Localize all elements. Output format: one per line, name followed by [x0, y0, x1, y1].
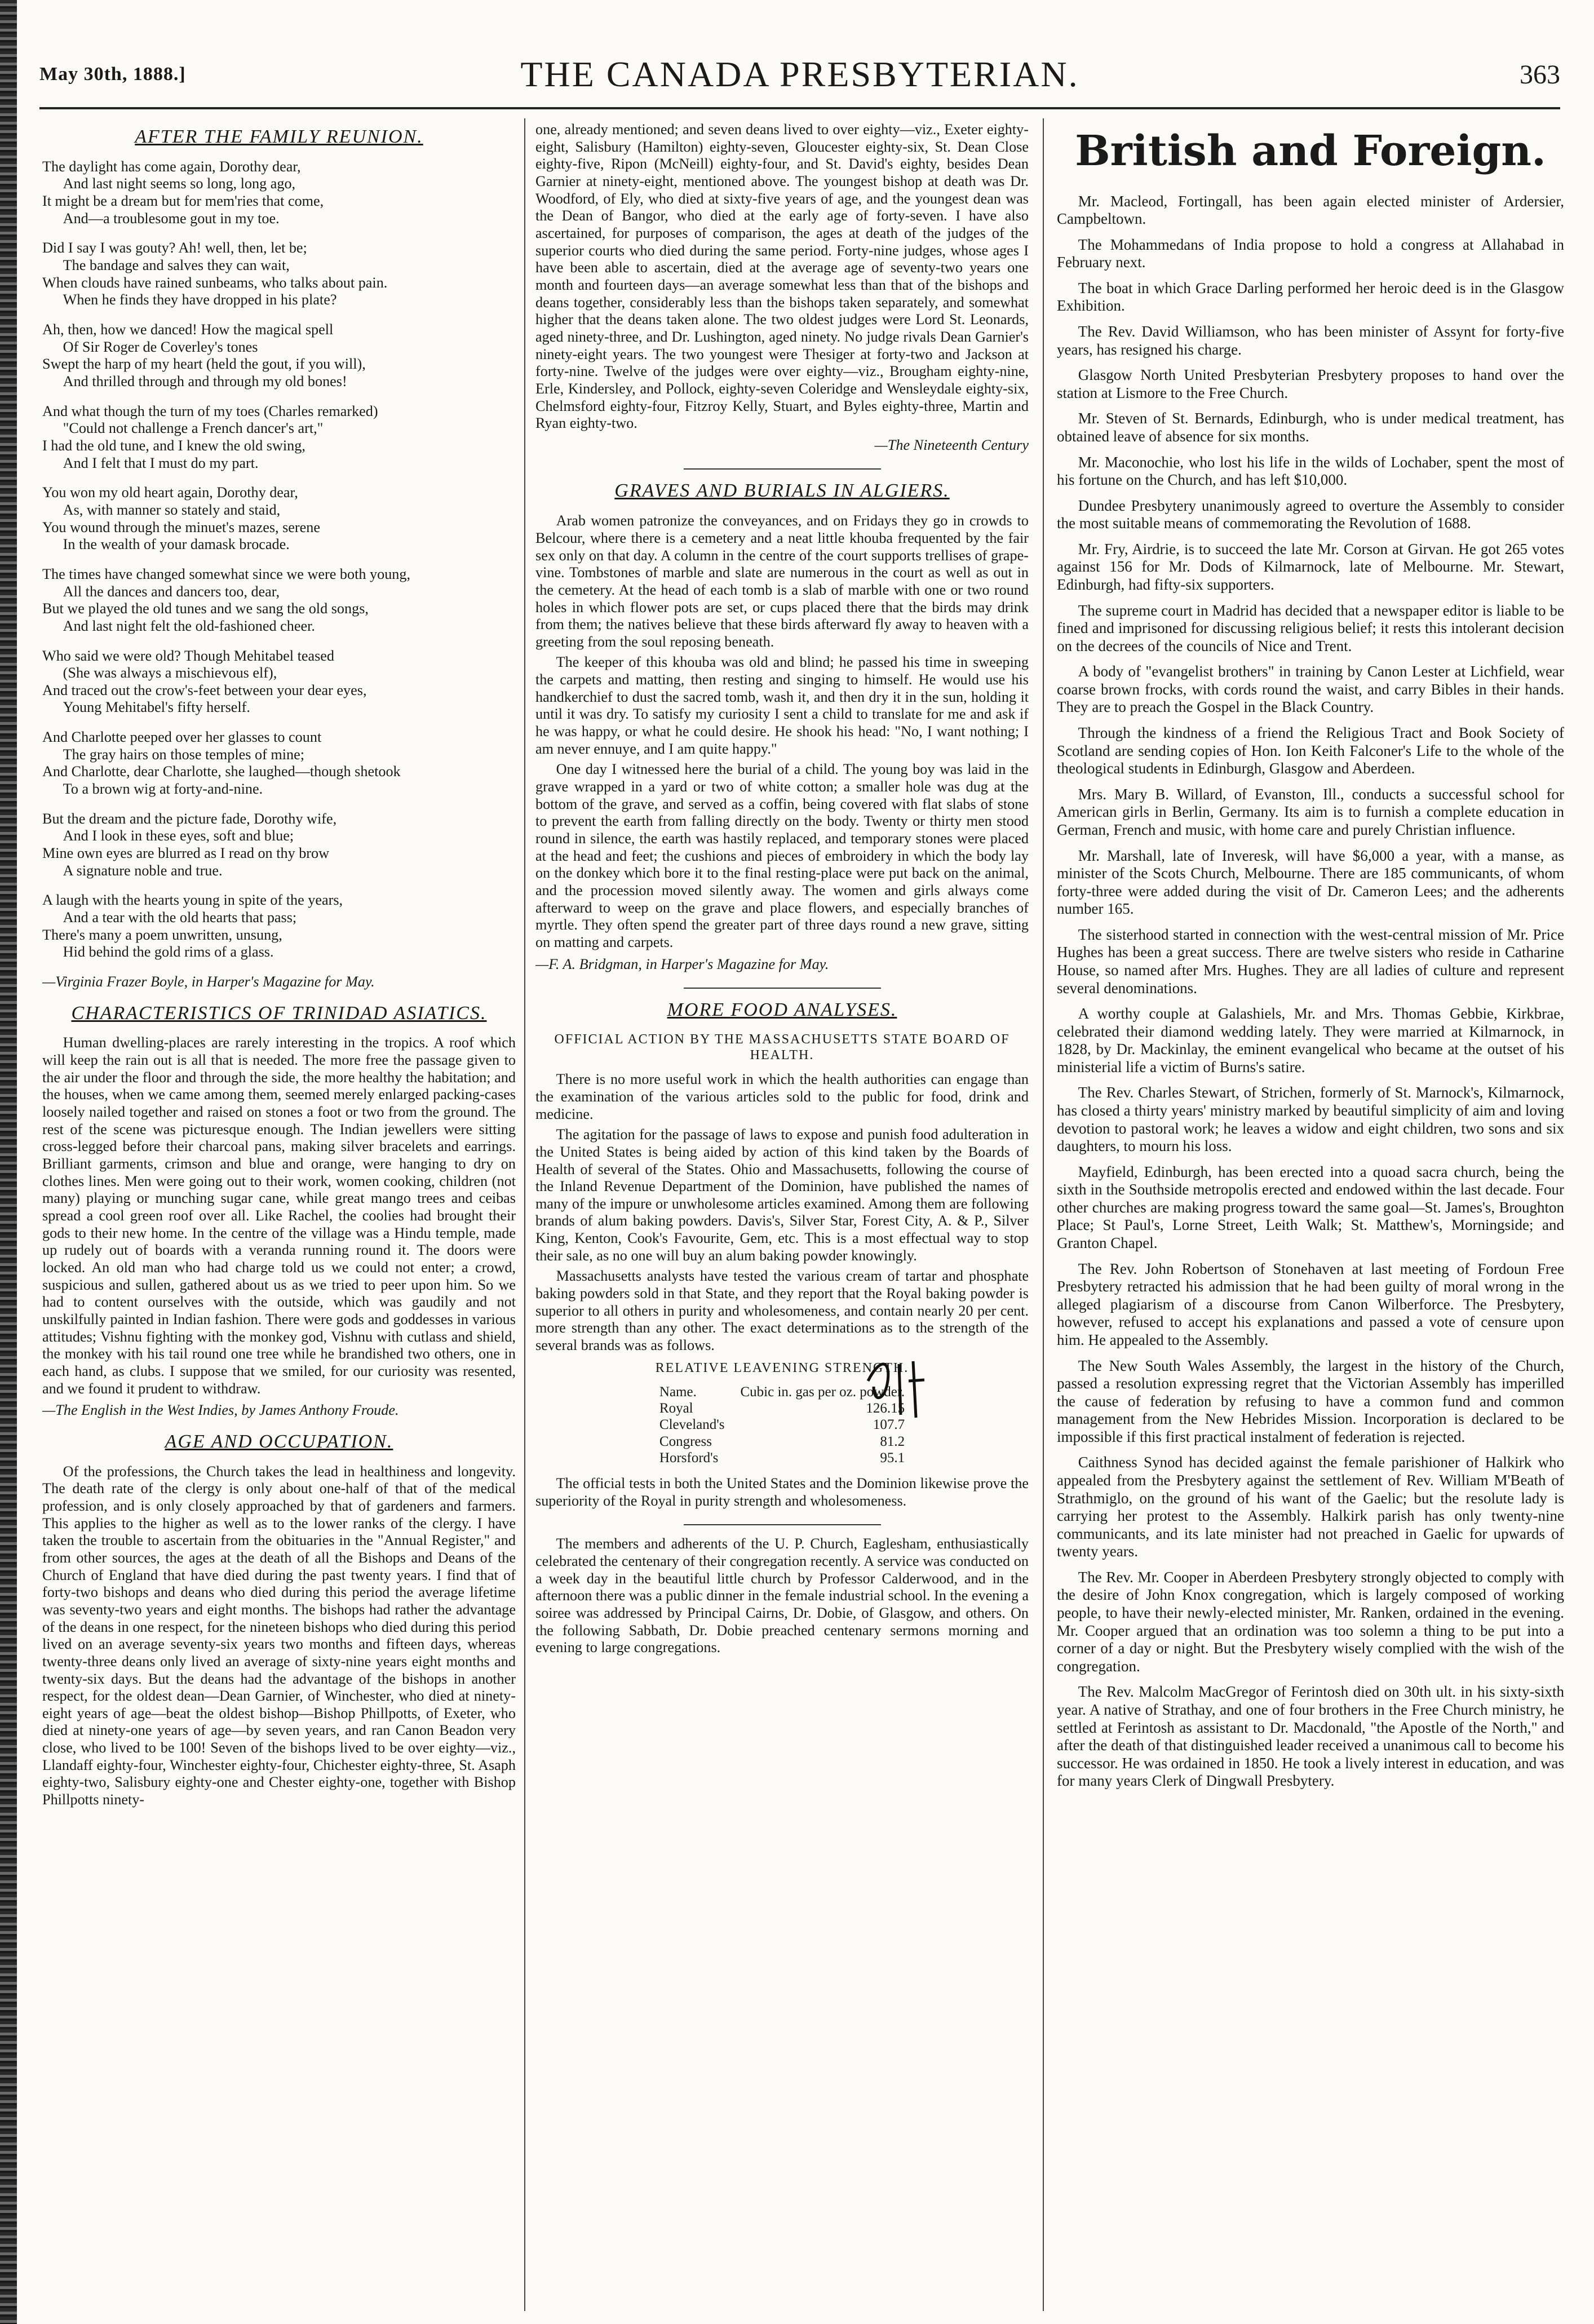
section-title: British and Foreign. — [1075, 127, 1546, 175]
news-item: Mr. Fry, Airdrie, is to succeed the late Mr. Corson at Girvan. He got 265 votes against 156 for Mr. Dods of Kilmarnock, late of Melbourne. Mr. Stewart, Edinburgh, had fifty-six supporters. — [1057, 540, 1564, 593]
news-item: Caithness Synod has decided against the female parishioner of Halkirk who appealed from the Presbytery against the settlement of Rev. William M'Beath of Strathmiglo, on the ground of his want of the Gaelic; but the resolute lady is carrying her protest to the Assembly. Halkirk parish has only twenty-nine communicants, and its late minister had not preached in Gaelic for upwards of twenty years. — [1057, 1454, 1564, 1560]
newspaper-title: THE CANADA PRESBYTERIAN. — [520, 54, 1079, 94]
section-separator — [684, 988, 881, 989]
article-paragraph: One day I witnessed here the burial of a child. The young boy was laid in the grave wrapped in a yard or two of white cotton; a smaller hole was dug at the bottom of the grave, and served as a coffin, being covered with flat slabs of stone to prevent the earth from falling directly on the body. Twenty or thirty men stood round in silence, the earth was hastily replaced, and temporary stones were placed at the head and feet; the cushions and pieces of embroidery in which the body lay on the donkey which bore it to the final resting-place were put back on the animal, and the procession moved silently away. The women and girls always come afterward to weep on the grave and place flowers, and especially branches of myrtle. They often spend the greater part of three days round a new grave, sitting on matting and carpets. — [535, 761, 1029, 950]
article-credit: —The Nineteenth Century — [874, 436, 1029, 453]
poem-line: And last night felt the old-fashioned cheer. — [63, 617, 315, 634]
article-paragraph: Human dwelling-places are rarely interesting in the tropics. A roof which will keep the rain out is all that is needed. The more free the passage given to the air under the floor and through the side, the more healthy the habitation; and the houses, when we came among them, seemed merely enlarged packing-cases loosely nailed together and raised on stones a foot or two from the ground. The rest of the scene was picturesque enough. The Indian jewellers were sitting cross-legged before their charcoal pans, making silver bracelets and earrings. Brilliant garments, crimson and blue and orange, were hanging to dry on clothes lines. Men were going out to their work, women cooking, children (not many) playing or munching sugar cane, while great mango trees and ceibas spread a cool green roof over all. Like Rachel, the coolies had brought their gods to their new home. In the centre of the village was a Hindu temple, made up rudely out of boards with a veranda running round it. The doors were locked. An old man who had charge told us we could not enter; a crowd, suspicious and sullen, gathered about us as we tried to peer upon him. So we had to content ourselves with the outside, which was gaudily and not unskilfully painted in Indian fashion. There were gods and goddesses in various attitudes; Vishnu fighting with the monkey god, Vishnu with cutlass and shield, the monkey with his tail round one tree while he brandished two others, one in each hand, as clubs. I suppose that we smiled, for our curiosity was resented, and we found it prudent to withdraw. — [42, 1034, 516, 1397]
news-item: The Rev. John Robertson of Stonehaven at last meeting of Fordoun Free Presbytery retracted his admission that he had been guilty of moral wrong in the alleged plagiarism of a discourse from Canon Wilberforce. The Presbytery, however, refused to accept his explanations and passed a vote of censure upon him. He appealed to the Assembly. — [1057, 1260, 1564, 1348]
table-cell-name: Congress — [659, 1433, 712, 1449]
article-paragraph: one, already mentioned; and seven deans lived to over eighty—viz., Exeter eighty-eight, Salisbury (Hamilton) eighty-seven, Gloucester eighty-six, St. Dean Close eighty-five, Ripon (McNeill) eighty-four, and St. David's eighty, besides Dean Garnier at ninety-eight, mentioned above. The youngest bishop at death was Dr. Woodford, of Ely, who died at sixty-five years of age, and the youngest dean was the Dean of Bangor, who died at the early age of forty-seven. I have also ascertained, for purposes of comparison, the ages at death of the judges of the superior courts who died during the same period. Forty-nine judges, whose ages I have been able to ascertain, died at the average age of seventy-two years one month and fourteen days—an average somewhat less than that of the bishops and deans together, considerably less than the bishops taken separately, and somewhat higher that the deans taken alone. The two oldest judges were Lord St. Leonards, aged ninety-three, and Dr. Lushington, aged ninety. No judge rivals Dean Garnier's ninety-eight years. The two youngest were Thesiger at forty-two and Jackson at forty-nine. Twelve of the judges were over eighty—viz., Brougham eighty-nine, Erle, Kindersley, and Pollock, eighty-seven Coleridge and Wensleydale eighty-six, Chelmsford eighty-four, Fitzroy Kelly, Stuart, and Byles eighty-three, Martin and Ryan eighty-two. — [535, 121, 1029, 432]
poem-stanza — [42, 811, 516, 880]
news-item: Mr. Marshall, late of Inveresk, will have $6,000 a year, with a manse, as minister of the Scots Church, Melbourne. There are 185 communicants, of whom forty-three were added during the visit of Dr. Cameron Lees; and the adherents number 165. — [1057, 847, 1564, 918]
issue-date: May 30th, 1888.] — [39, 64, 186, 85]
article-paragraph: The official tests in both the United States and the Dominion likewise prove the superiority of the Royal in purity strength and wholesomeness. — [535, 1475, 1029, 1509]
article-paragraph: The members and adherents of the U. P. Church, Eaglesham, enthusiastically celebrated the centenary of their congregation recently. A service was conducted on a week day in the beautiful little church by Professor Calderwood, and in the afternoon there was a public dinner in the female industrial school. In the evening a soiree was addressed by Principal Cairns, Dr. Dobie, of Glasgow, and others. On the following Sabbath, Dr. Dobie preached centenary sermons morning and evening to large congregations. — [535, 1535, 1029, 1656]
poem-line: Of Sir Roger de Coverley's tones — [63, 338, 258, 355]
poem-line: When clouds have rained sunbeams, who talks about pain. — [42, 274, 388, 291]
news-item: A worthy couple at Galashiels, Mr. and Mrs. Thomas Gebbie, Kirkbrae, celebrated their diamond wedding lately. They were married at Kilmarnock, in 1828, by Dr. Mackinlay, the eminent evangelical who became at the outset of his ministerial life a victim of Burns's satire. — [1057, 1005, 1564, 1075]
table-row — [652, 1450, 913, 1466]
poem-line: But the dream and the picture fade, Dorothy wife, — [42, 810, 337, 827]
news-item: The Rev. Charles Stewart, of Strichen, formerly of St. Marnock's, Kilmarnock, has closed a thirty years' ministry marked by beautiful simplicity of aim and loving devotion to pastoral work; he leaves a widow and eight children, two sons and six daughters, to mourn his loss. — [1057, 1084, 1564, 1155]
news-item: Mr. Maconochie, who lost his life in the wilds of Lochaber, spent the most of his fortune on the Church, and has left $10,000. — [1057, 453, 1564, 489]
table-cell-name: Cleveland's — [659, 1417, 725, 1433]
table-title: RELATIVE LEAVENING STRENGTH. — [655, 1360, 909, 1375]
poem-line: It might be a dream but for mem'ries that come, — [42, 193, 324, 210]
poem-line: And I look in these eyes, soft and blue; — [63, 827, 294, 844]
poem-line: You wound through the minuet's mazes, serene — [42, 519, 320, 535]
poem-line: Ah, then, how we danced! How the magical spell — [42, 321, 334, 338]
column-middle — [535, 121, 1029, 2308]
poem-line: Young Mehitabel's fifty herself. — [63, 699, 250, 716]
page-header — [39, 54, 1560, 104]
table-cell-name: Royal — [659, 1401, 693, 1416]
news-item: The New South Wales Assembly, the largest in the history of the Church, passed a resolution expressing regret that the Victorian Assembly has imperilled the cause of federation by refusing to have a common fund and common management from the New Hebrides Mission. Incorporation is declared to be impossible if this first practical instalment of federation is rejected. — [1057, 1357, 1564, 1445]
article-title: GRAVES AND BURIALS IN ALGIERS. — [614, 480, 950, 502]
article-paragraph: Massachusetts analysts have tested the various cream of tartar and phosphate baking powders sold in that State, and they report that the Royal baking powder is superior to all others in purity and wholesomeness, and contain nearly 20 per cent. more strength than any other. The exact determinations as to the strength of the several brands was as follows. — [535, 1268, 1029, 1354]
table-cell-value: 81.2 — [880, 1433, 905, 1449]
news-item: Mrs. Mary B. Willard, of Evanston, Ill., conducts a successful school for American girls in Berlin, Germany. Its aim is to furnish a complete education in German, French and music, with home care and purely Christian influence. — [1057, 785, 1564, 838]
news-item: Mr. Macleod, Fortingall, has been again elected minister of Ardersier, Campbeltown. — [1057, 192, 1564, 228]
news-item: The Rev. Mr. Cooper in Aberdeen Presbytery strongly objected to comply with the desire of John Knox congregation, which is largely composed of working people, to have their newly-elected minister, Mr. Ranken, ordained in the evening. Mr. Cooper argued that an ordination was too solemn a thing to be put into a corner of a day or night. But the Presbytery wisely complied with the wish of the congregation. — [1057, 1568, 1564, 1675]
table-row — [652, 1433, 913, 1450]
poem-stanza — [42, 240, 516, 309]
poem-stanza — [42, 566, 516, 635]
poem-stanza — [42, 403, 516, 472]
poem-line: When he finds they have dropped in his plate? — [63, 291, 337, 308]
page-binding-edge — [0, 0, 17, 2324]
article-title: CHARACTERISTICS OF TRINIDAD ASIATICS. — [71, 1002, 487, 1024]
poem-line: To a brown wig at forty-and-nine. — [63, 781, 263, 798]
poem-line: "Could not challenge a French dancer's art," — [63, 420, 324, 437]
news-item: A body of "evangelist brothers" in training by Canon Lester at Lichfield, wear coarse brown frocks, with cords round the waist, and carry Bibles in their hands. They are to preach the Gospel in the Black Country. — [1057, 663, 1564, 716]
poem-stanza — [42, 158, 516, 228]
column-right — [1057, 121, 1564, 2308]
poem-line: The gray hairs on those temples of mine; — [63, 746, 305, 763]
poem-line: And Charlotte peeped over her glasses to count — [42, 729, 322, 746]
poem-line: And Charlotte, dear Charlotte, she laughed—though shetook — [42, 763, 401, 780]
section-separator — [684, 1524, 881, 1525]
poem-line: But we played the old tunes and we sang the old songs, — [42, 600, 369, 617]
poem-line: Hid behind the gold rims of a glass. — [63, 944, 274, 960]
poem-line: The bandage and salves they can wait, — [63, 257, 290, 274]
poem-line: In the wealth of your damask brocade. — [63, 536, 290, 553]
poem-line: Swept the harp of my heart (held the gout, if you will), — [42, 356, 366, 373]
poem-stanza — [42, 729, 516, 798]
section-separator — [684, 468, 881, 470]
poem-line: And traced out the crow's-feet between your dear eyes, — [42, 681, 367, 698]
poem-line: And what though the turn of my toes (Charles remarked) — [42, 402, 378, 419]
poem-title: AFTER THE FAMILY REUNION. — [135, 126, 423, 147]
table-cell-name: Horsford's — [659, 1450, 719, 1466]
poem-stanza — [42, 321, 516, 391]
poem-line: A laugh with the hearts young in spite of the years, — [42, 892, 343, 909]
news-item: Dundee Presbytery unanimously agreed to overture the Assembly to consider the most suitable means of commemorating the Revolution of 1688. — [1057, 497, 1564, 532]
article-credit: —The English in the West Indies, by James Anthony Froude. — [42, 1402, 399, 1419]
column-left — [42, 121, 516, 2308]
handwritten-mark — [857, 1347, 941, 1426]
article-paragraph: There is no more useful work in which the health authorities can engage than the examination of the various articles sold to the public for food, drink and medicine. — [535, 1071, 1029, 1122]
table-header-name: Name. — [659, 1384, 697, 1400]
poem-line: And—a troublesome gout in my toe. — [63, 210, 280, 227]
news-item: The Rev. David Williamson, who has been minister of Assynt for forty-five years, has resigned his charge. — [1057, 323, 1564, 358]
article-paragraph: The keeper of this khouba was old and blind; he passed his time in sweeping the carpets and matting, then resting and singing to himself. He would use his handkerchief to dust the sacred tomb, wash it, and then dry it in the sun, holding it until it was dry. To satisfy my curiosity I sent a child to translate for me and ask if he was happy, or what he could desire. He shook his head: "No, I want nothing; I am never ennuye, and I am quite happy." — [535, 654, 1029, 757]
column-divider — [524, 118, 525, 2311]
article-paragraph: Of the professions, the Church takes the lead in healthiness and longevity. The death rate of the clergy is only about one-half of that of the medical profession, and is only closely approached by that of gardeners and farmers. This applies to the higher as well as to the lower ranks of the clergy. I have taken the trouble to ascertain from the obituaries in the "Annual Register," and from other sources, the ages at the death of all the Bishops and Deans of the Church of England that have died during the past twenty years. I find that of forty-two bishops and deans who died during this period the average lifetime was seventy-two years and eight months. The bishops had rather the advantage of the deans in one respect, for the nineteen bishops who died during this period lived on an average seventy-six years two months and fifteen days, whereas twenty-three deans only lived an average of sixty-nine years eight months and twenty-six days. But the deans had the advantage of the bishops in another respect, for the oldest dean—Dean Garnier, of Winchester, who died at ninety-eight years of age—beat the oldest bishop—Bishop Phillpotts, of Exeter, who died at ninety-one years of age—by seven years, and ran Canon Beadon very close, who lived to be 100! Seven of the bishops lived to be over eighty—viz., Llandaff eighty-four, Winchester eighty-four, Chichester eighty-three, St. Asaph eighty-two, Salisbury eighty-one and Chester eighty-one, together with Bishop Phillpotts ninety- — [42, 1463, 516, 1808]
poem-line: All the dances and dancers too, dear, — [63, 583, 280, 600]
poem-line: Who said we were old? Though Mehitabel teased — [42, 647, 335, 664]
table-cell-value: 126.15 — [866, 1401, 905, 1416]
news-item: Through the kindness of a friend the Religious Tract and Book Society of Scotland are sending copies of Hon. Ion Keith Falconer's Life to the whole of the theological students in Edinburgh, Glasgow and Aberdeen. — [1057, 724, 1564, 777]
article-title: AGE AND OCCUPATION. — [165, 1431, 393, 1452]
table-header-value: Cubic in. gas per oz. powder. — [740, 1384, 905, 1400]
poem-line: As, with manner so stately and staid, — [63, 501, 281, 518]
article-credit: —F. A. Bridgman, in Harper's Magazine for May. — [535, 955, 829, 972]
page-number: 363 — [1520, 60, 1560, 90]
news-items — [1057, 193, 1564, 1790]
poem-line: And thrilled through and through my old bones! — [63, 373, 347, 389]
poem-line: You won my old heart again, Dorothy dear, — [42, 484, 298, 501]
poem-line: (She was always a mischievous elf), — [63, 665, 277, 681]
poem-line: And last night seems so long, long ago, — [63, 175, 296, 192]
poem-line: The times have changed somewhat since we were both young, — [42, 565, 411, 582]
news-item: The sisterhood started in connection with the west-central mission of Mr. Price Hughes has been a great success. There are twelve sisters who reside in Catharine House, so named after Mrs. Hughes. They are all ladies of culture and represent several denominations. — [1057, 926, 1564, 997]
news-item: The supreme court in Madrid has decided that a newspaper editor is liable to be fined and imprisoned for discussing religious belief; it rests this intolerant decision on the decrees of the councils of Nice and Trent. — [1057, 601, 1564, 654]
column-divider — [1043, 118, 1044, 2311]
article-subheading: OFFICIAL ACTION BY THE MASSACHUSETTS STATE BOARD OF HEALTH. — [554, 1032, 1010, 1063]
poem-line: A signature noble and true. — [63, 862, 223, 879]
poem-line: The daylight has come again, Dorothy dear, — [42, 158, 301, 175]
news-item: Mr. Steven of St. Bernards, Edinburgh, who is under medical treatment, has obtained leave of absence for six months. — [1057, 410, 1564, 445]
news-item: Glasgow North United Presbyterian Presbytery proposes to hand over the station at Lismore to the Free Church. — [1057, 366, 1564, 401]
article-paragraph: The agitation for the passage of laws to expose and punish food adulteration in the United States is being aided by action of this kind taken by the Boards of Health of several of the States. Ohio and Massachusetts, following the course of the Inland Revenue Department of the Dominion, have published the names of many of the impure or unwholesome articles examined. Among them are following brands of alum baking powders. Davis's, Silver Star, Forest City, A. & P., Silver King, Kenton, Cook's Favourite, Gem, etc. This is a most effectual way to stop their sale, as no one will buy an alum baking powder knowingly. — [535, 1126, 1029, 1264]
poem-line: And a tear with the old hearts that pass; — [63, 909, 297, 926]
news-item: The boat in which Grace Darling performed her heroic deed is in the Glasgow Exhibition. — [1057, 279, 1564, 315]
poem-line: Mine own eyes are blurred as I read on thy brow — [42, 845, 330, 862]
header-rule — [39, 107, 1560, 109]
news-item: The Rev. Malcolm MacGregor of Ferintosh died on 30th ult. in his sixty-sixth year. A native of Strathay, and one of four brothers in the Free Church ministry, he settled at Ferintosh as assistant to Dr. Macdonald, "the Apostle of the North," and after the death of that distinguished leader received a unanimous call to become his successor. He was ordained in 1850. He took a lively interest in education, and was for many years Clerk of Dingwall Presbytery. — [1057, 1683, 1564, 1790]
poem-line: Did I say I was gouty? Ah! well, then, let be; — [42, 240, 307, 256]
table-cell-value: 95.1 — [880, 1450, 905, 1466]
news-item: Mayfield, Edinburgh, has been erected into a quoad sacra church, being the sixth in the Southside metropolis erected and endowed within the last decade. Four other churches are making progress toward the same goal—St. James's, Broughton Place; St Paul's, Lorne Street, Leith Walk; St. Matthew's, Morningside; and Granton Chapel. — [1057, 1163, 1564, 1252]
poem-line: There's many a poem unwritten, unsung, — [42, 926, 282, 943]
poem-credit: —Virginia Frazer Boyle, in Harper's Magazine for May. — [42, 973, 375, 990]
news-item: The Mohammedans of India propose to hold a congress at Allahabad in February next. — [1057, 236, 1564, 271]
poem-line: I had the old tune, and I knew the old swing, — [42, 437, 305, 454]
poem-stanza — [42, 892, 516, 961]
article-paragraph: Arab women patronize the conveyances, and on Fridays they go in crowds to Belcour, where there is a cemetery and a neat little khouba frequented by the fair sex only on that day. A column in the centre of the court supports trellises of grape-vine. Tombstones of marble and slate are numerous in the court as well as out in the cemetery. At the head of each tomb is a slab of marble with one or two round holes in which flower pots are set, or cups placed there that the birds may drink from them; the natives believe that these birds afterward fly away to heaven with a greeting from the soul reposing beneath. — [535, 512, 1029, 650]
poem-stanza — [42, 484, 516, 554]
poem-stanza — [42, 648, 516, 717]
article-title: MORE FOOD ANALYSES. — [667, 999, 897, 1021]
poem-line: And I felt that I must do my part. — [63, 454, 259, 471]
poem-body — [42, 158, 516, 961]
table-cell-value: 107.7 — [873, 1417, 905, 1433]
